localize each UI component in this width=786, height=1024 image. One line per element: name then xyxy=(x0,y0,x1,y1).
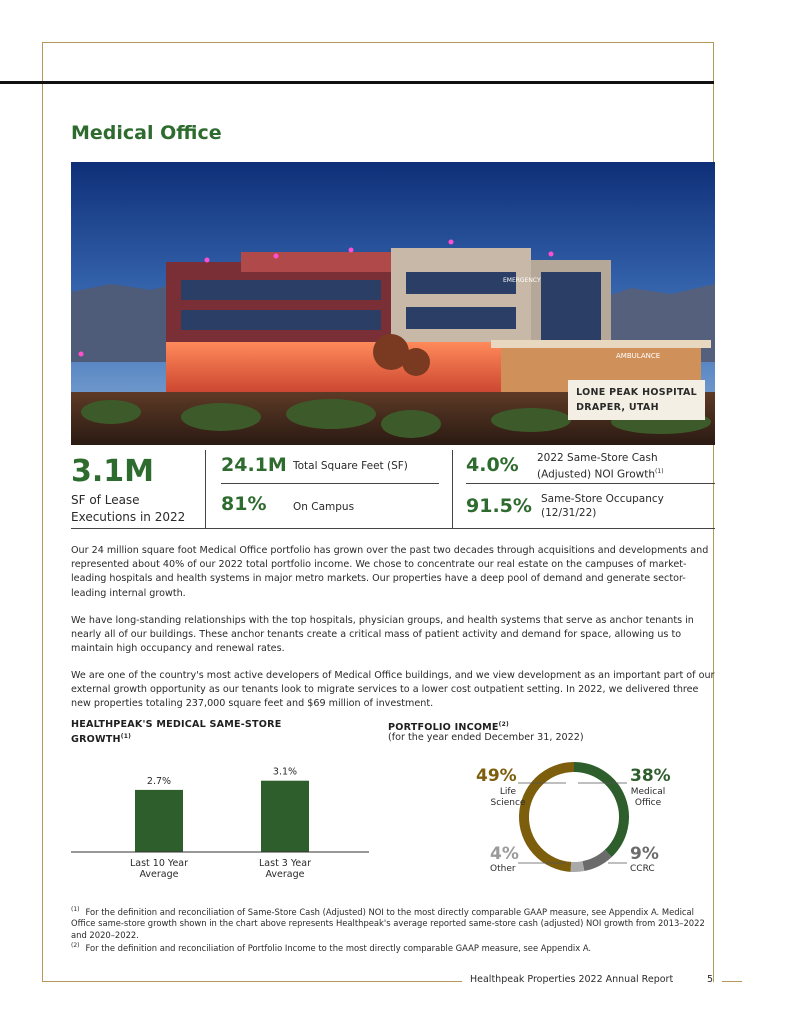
donut-category-label: Medical xyxy=(630,787,666,797)
paragraph-2: We have long-standing relationships with the top hospitals, physician groups, and health systems that serve as anchor tenants in nearly all of our buildings. These anchor tenants create a critical mass of patient activity and demand for space, allowing us to maintain high occupancy and renewal rates. xyxy=(71,615,694,655)
footnote-2 xyxy=(71,940,715,954)
donut-slice-3 xyxy=(571,866,584,867)
on-campus-label: On Campus xyxy=(293,501,355,513)
lease-executions-label: SF of Lease Executions in 2022 xyxy=(71,493,186,524)
emergency-sign: EMERGENCY xyxy=(503,277,541,284)
divider-row-left xyxy=(221,483,439,484)
bar-2 xyxy=(261,781,309,852)
donut-category-label: Life xyxy=(499,787,517,797)
footer-report-name: Healthpeak Properties 2022 Annual Report xyxy=(470,974,674,985)
top-rule xyxy=(0,81,714,84)
paragraph-3: We are one of the country's most active developers of Medical Office buildings, and we view development as an important part of our external growth opportunity as our tenants look to migrate services to a lower cost outpatient setting. In 2022, we delivered three new properties totaling 237,000 square feet and $69 million of investment. xyxy=(71,670,715,710)
donut-value-label: 9% xyxy=(630,844,659,864)
total-sf-value: 24.1M xyxy=(221,454,287,476)
donut-value-label: 4% xyxy=(490,844,519,864)
donut-slice-4 xyxy=(524,767,574,867)
occupancy-value: 91.5% xyxy=(466,495,532,517)
noi-growth-value: 4.0% xyxy=(466,454,519,476)
footer-rule-left xyxy=(42,981,462,982)
bar-value-label: 3.1% xyxy=(272,766,298,778)
pie-chart-footnote-ref: (2) xyxy=(498,721,509,728)
donut-value-label: 49% xyxy=(476,766,517,786)
footnote-2-number: (2) xyxy=(71,942,80,949)
footnote-2-text: For the definition and reconciliation of Portfolio Income to the most directly comparable GAAP measure, see Appendix A. xyxy=(85,942,592,953)
donut-category-label: CCRC xyxy=(630,864,655,874)
footnote-1-number: (1) xyxy=(71,906,80,913)
paragraph-1: Our 24 million square foot Medical Office portfolio has grown over the past two decades through acquisitions and developments and represented about 40% of our 2022 total portfolio income. We chose to concentrate our real estate on the campuses of market-leading hospitals and health systems in major metro markets. Our properties have a deep pool of demand and generate sector-leading internal growth. xyxy=(71,545,709,599)
portfolio-income-chart xyxy=(470,755,680,880)
noi-growth-label-line-1: 2022 Same-Store Cash xyxy=(537,452,658,464)
divider-row-right xyxy=(466,483,715,484)
donut-value-label: 38% xyxy=(630,766,671,786)
divider-2 xyxy=(452,450,453,528)
stats-block xyxy=(71,446,715,529)
section-title: Medical Office xyxy=(71,122,222,144)
bar-chart xyxy=(71,760,371,885)
footnote-1 xyxy=(71,904,715,941)
bar-category-label: Average xyxy=(139,869,179,880)
bar-value-label: 2.7% xyxy=(146,775,172,787)
total-sf-label: Total Square Feet (SF) xyxy=(293,460,408,472)
caption-line-1: LONE PEAK HOSPITAL xyxy=(576,387,697,398)
footnote-1-text: For the definition and reconciliation of Same-Store Cash (Adjusted) NOI to the most directly comparable GAAP measure, see Appendix A. Medical Office same-store growth shown in the chart above represents Healthpeak's average reported same-store cash (adjusted) NOI growth from 2013–2022 and 2020–2022. xyxy=(71,906,705,940)
donut-category-label: Office xyxy=(634,798,662,808)
bar-1 xyxy=(135,790,183,852)
photo-caption xyxy=(568,380,705,420)
noi-growth-label-line-2: (Adjusted) NOI Growth xyxy=(537,468,656,481)
caption-line-2: DRAPER, UTAH xyxy=(576,402,659,413)
bar-category-label: Last 10 Year xyxy=(129,858,189,869)
bar-category-label: Last 3 Year xyxy=(259,858,311,869)
donut-category-label: Other xyxy=(490,864,516,874)
noi-growth-label xyxy=(537,451,664,482)
pie-chart-subtitle: (for the year ended December 31, 2022) xyxy=(388,732,584,743)
divider-1 xyxy=(205,450,206,528)
occupancy-label-line-2: (12/31/22) xyxy=(541,507,597,519)
bar-category-label: Average xyxy=(265,869,305,880)
lease-executions-value: 3.1M xyxy=(71,454,154,489)
donut-category-label: Science xyxy=(490,798,526,808)
occupancy-label-line-1: Same-Store Occupancy xyxy=(541,493,664,505)
on-campus-value: 81% xyxy=(221,493,267,515)
pie-chart-title-text: PORTFOLIO INCOME xyxy=(388,722,499,734)
bar-chart-title-line-1: HEALTHPEAK'S MEDICAL SAME-STORE xyxy=(71,719,282,730)
noi-growth-footnote-ref: (1) xyxy=(655,468,664,475)
bar-chart-title xyxy=(71,719,281,746)
bar-chart-footnote-ref: (1) xyxy=(120,733,132,740)
donut-slice-2 xyxy=(583,853,608,866)
page-number: 5 xyxy=(707,974,714,985)
donut-slice-1 xyxy=(574,767,624,853)
ambulance-sign: AMBULANCE xyxy=(616,352,661,360)
hospital-photo xyxy=(71,162,715,445)
footer-rule-right xyxy=(722,981,742,982)
occupancy-label xyxy=(541,492,664,520)
bar-chart-title-line-2: GROWTH xyxy=(71,734,121,746)
